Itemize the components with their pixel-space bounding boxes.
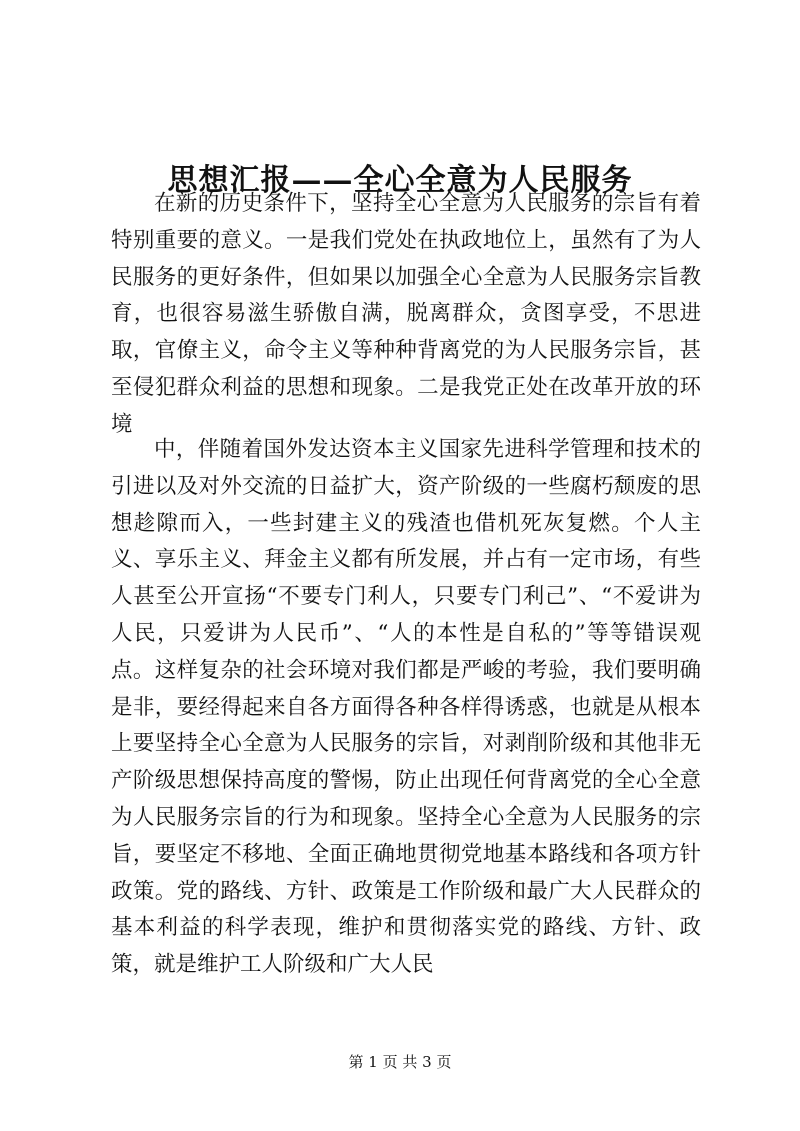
body-paragraph-1: 在新的历史条件下，坚持全心全意为人民服务的宗旨有着特别重要的意义。一是我们党处在执政地位上，虽然有了为人民服务的更好条件，但如果以加强全心全意为人民服务宗旨教育，也很容易滋生骄傲自满，脱离群众，贪图享受，不思进取，官僚主义，命令主义等种种背离党的为人民服务宗旨，甚至侵犯群众利益的思想和现象。二是我党正处在改革开放的环境 bbox=[111, 191, 701, 437]
page-footer: 第 1 页 共 3 页 bbox=[348, 1053, 452, 1071]
document-title: 思想汇报——全心全意为人民服务 bbox=[167, 163, 633, 199]
body-paragraph-2: 中，伴随着国外发达资本主义国家先进科学管理和技术的引进以及对外交流的日益扩大，资产阶级的一些腐朽颓废的思想趁隙而入，一些封建主义的残渣也借机死灰复燃。个人主义、享乐主义、拜金主义都有所发展，并占有一定市场，有些人甚至公开宣扬“不要专门利人，只要专门利己”、“不爱讲为人民，只爱讲为人民币”、“人的本性是自私的”等等错误观点。这样复杂的社会环境对我们都是严峻的考验，我们要明确是非，要经得起来自各方面得各种各样得诱惑，也就是从根本上要坚持全心全意为人民服务的宗旨，对剥削阶级和其他非无产阶级思想保持高度的警惕，防止出现任何背离党的全心全意为人民服务宗旨的行为和现象。坚持全心全意为人民服务的宗旨，要坚定不移地、全面正确地贯彻党地基本路线和各项方针政策。党的路线、方针、政策是工作阶级和最广大人民群众的基本利益的科学表现，维护和贯彻落实党的路线、方针、政策，就是维护工人阶级和广大人民 bbox=[111, 437, 701, 978]
